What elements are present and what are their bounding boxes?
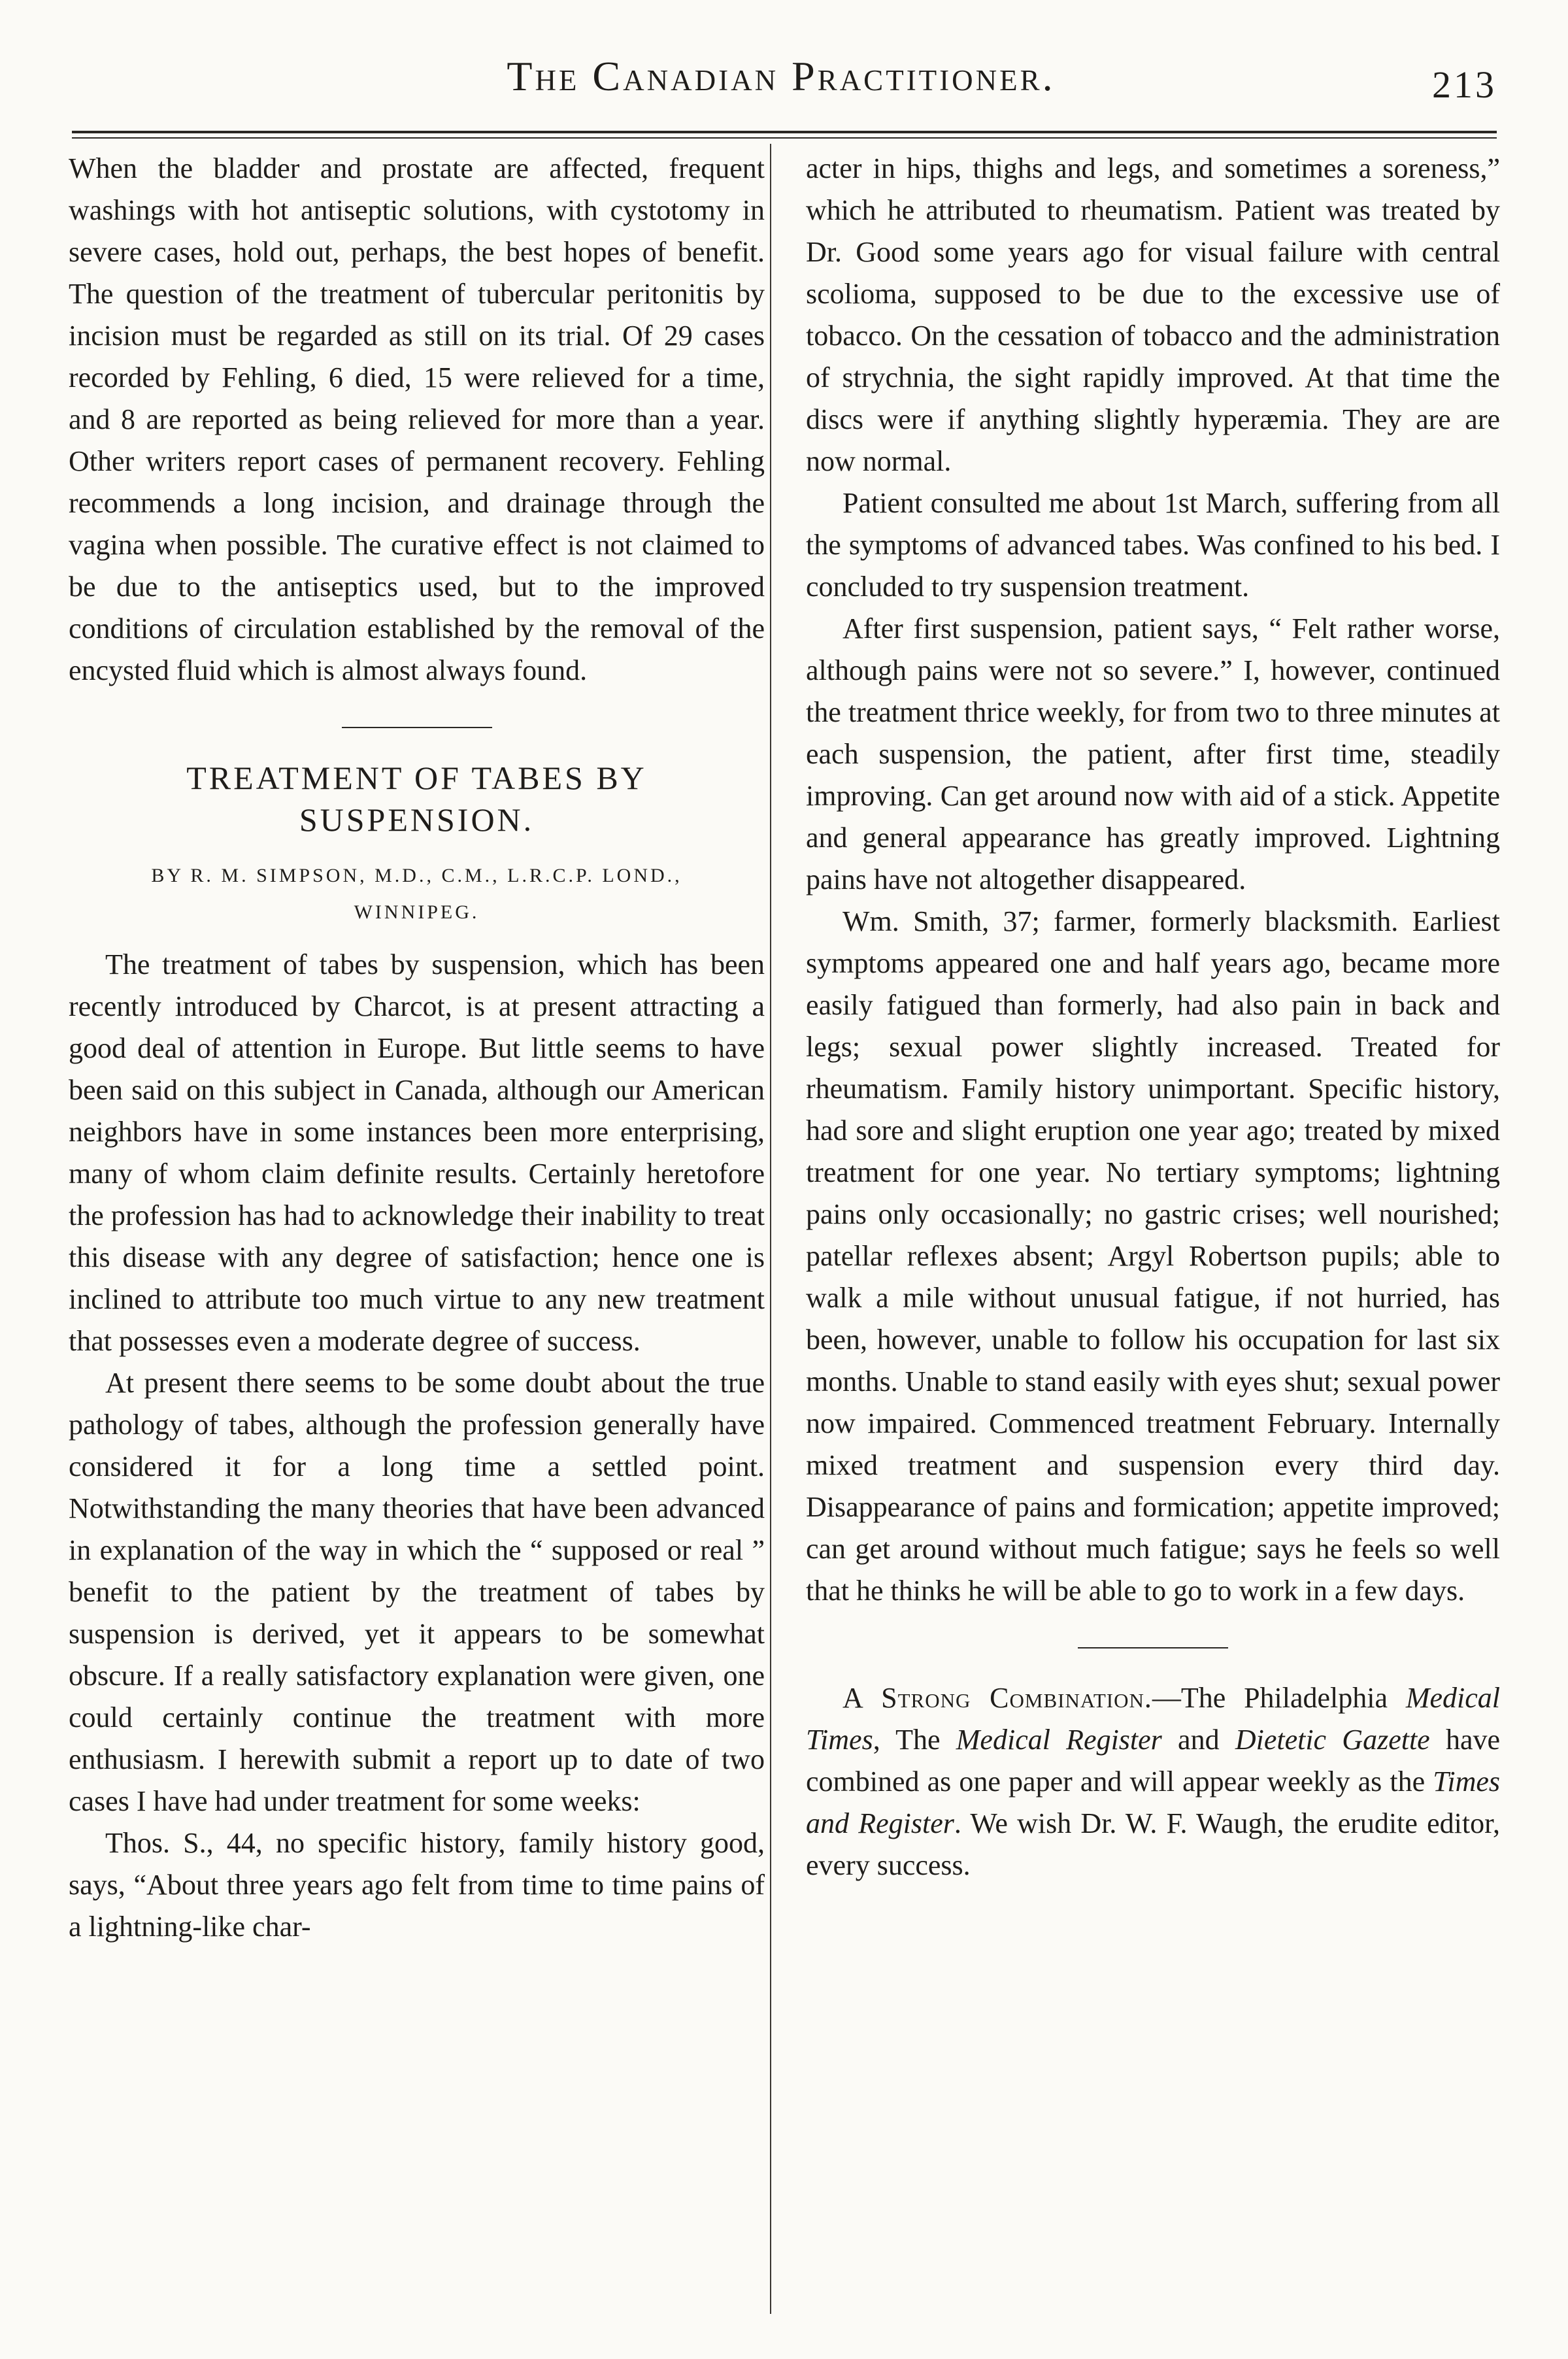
journal-title: Medical Times — [806, 1682, 1500, 1756]
notice-text: . We wish Dr. W. F. Waugh, the erudite editor, every success. — [806, 1807, 1500, 1881]
column-divider — [770, 144, 771, 2314]
section-divider — [342, 727, 492, 728]
paragraph-after-suspension: After first suspension, patient says, “ Felt rather worse, although pains were not so severe.” I, however, continued the treatment thrice weekly, for from two to three minutes at each suspension, the patient, after first time, steadily improving. Can get around now with aid of a stick. Appetite and general appearance has greatly improved. Lightning pains have not altogether disappeared. — [806, 612, 1500, 895]
paragraph-intro: The treatment of tabes by suspension, which has been recently introduced by Charcot, is at present attracting a good deal of attention in Europe. But little seems to have been said on this subject in Canada, although our American neighbors have in some instances been more enterprising, many of whom claim definite results. Certainly heretofore the profession has had to acknowledge their inability to treat this disease with any degree of satisfaction; hence one is inclined to attribute too much virtue to any new treatment that possesses even a moderate degree of success. — [69, 948, 765, 1357]
notice-text: —The Philadelphia — [1152, 1682, 1406, 1714]
page-number: 213 — [1432, 63, 1497, 106]
notice-text: , The — [873, 1724, 956, 1756]
notice-text: have combined as one paper and will appear weekly as the — [806, 1724, 1501, 1798]
paragraph-peritonitis: When the bladder and prostate are affected, frequent washings with hot antiseptic solutions, with cystotomy in severe cases, hold out, perhaps, the best hopes of benefit. The question of the treatment of tubercular peritonitis by incision must be regarded as still on its trial. Of 29 cases recorded by Fehling, 6 died, 15 were relieved for a time, and 8 are reported as being relieved for more than a year. Other writers report cases of permanent recovery. Fehling recommends a long incision, and drainage through the vagina when possible. The curative effect is not claimed to be due to the antiseptics used, but to the improved conditions of circulation established by the removal of the encysted fluid which is almost always found. — [69, 152, 765, 686]
header-rule — [72, 131, 1497, 139]
left-column — [69, 148, 765, 1948]
paragraph-case-two: Wm. Smith, 37; farmer, formerly blacksmith. Earliest symptoms appeared one and half years ago, became more easily fatigued than formerly, had also pain in back and legs; sexual power slightly increased. Treated for rheumatism. Family history unimportant. Specific history, had sore and slight eruption one year ago; treated by mixed treatment for one year. No tertiary symptoms; lightning pains only occasionally; no gastric crises; well nourished; patellar reflexes absent; Argyl Robertson pupils; able to walk a mile without unusual fatigue, if not hurried, has been, however, unable to follow his occupation for last six months. Unable to stand easily with eyes shut; sexual power now impaired. Commenced treatment February. Internally mixed treatment and suspension every third day. Disappearance of pains and formication; appetite improved; can get around without much fatigue; says he feels so well that he thinks he will be able to go to work in a few days. — [806, 905, 1500, 1607]
journal-title: Medical Register — [956, 1724, 1162, 1756]
journal-title: Times and Register — [806, 1765, 1500, 1839]
running-title: The Canadian Practitioner. — [507, 53, 1056, 99]
page-header — [65, 39, 1497, 118]
notice-lead-in: A Strong Combination. — [842, 1682, 1152, 1714]
paragraph-case-one-start: Thos. S., 44, no specific history, family history good, says, “About three years ago felt from time to time pains of a lightning-like char- — [69, 1827, 765, 1943]
journal-title: Dietetic Gazette — [1235, 1724, 1430, 1756]
article-title: TREATMENT OF TABES BY SUSPENSION. — [186, 760, 647, 838]
byline-author: BY R. M. SIMPSON, M.D., C.M., L.R.C.P. LOND., — [151, 865, 682, 886]
section-divider-notice — [1078, 1647, 1228, 1648]
notice-text: and — [1161, 1724, 1235, 1756]
byline-place: WINNIPEG. — [354, 901, 480, 923]
right-column — [806, 148, 1500, 1886]
byline — [69, 858, 765, 931]
notice-strong-combination — [806, 1677, 1500, 1886]
paragraph-case-one-continued: acter in hips, thighs and legs, and sometimes a soreness,” which he attributed to rheumatism. Patient was treated by Dr. Good some years ago for visual failure with central scolioma, supposed to be due to the excessive use of tobacco. On the cessation of tobacco and the administration of strychnia, the sight rapidly improved. At that time the discs were if anything slightly hyperæmia. They are are now normal. — [806, 152, 1500, 477]
paragraph-pathology: At present there seems to be some doubt about the true pathology of tabes, although the profession generally have considered it for a long time a settled point. Notwithstanding the many theories that have been advanced in explanation of the way in which the “ supposed or real ” benefit to the patient by the treatment of tabes by suspension is derived, yet it appears to be somewhat obscure. If a really satisfactory explanation were given, one could certainly continue the treatment with more enthusiasm. I herewith submit a report up to date of two cases I have had under treatment for some weeks: — [69, 1367, 765, 1817]
paragraph-consultation: Patient consulted me about 1st March, suffering from all the symptoms of advanced tabes. Was confined to his bed. I concluded to try suspension treatment. — [806, 487, 1500, 603]
